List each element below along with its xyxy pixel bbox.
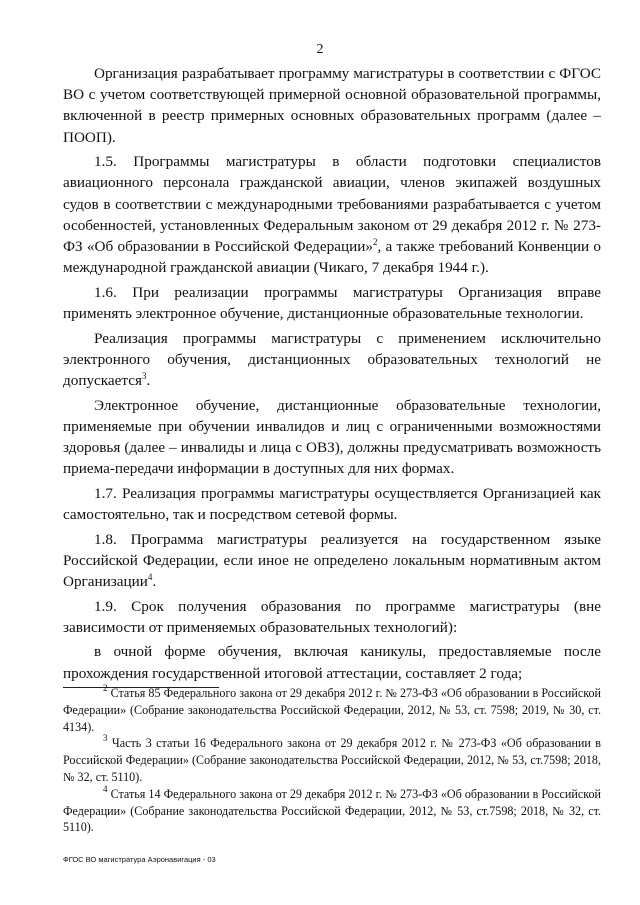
footnote-ref[interactable]: 4 <box>147 572 153 583</box>
paragraph-text-continued: . <box>146 372 151 390</box>
paragraph-disabilities <box>63 395 601 480</box>
paragraph-text: 1.7. Реализация программы магистратуры осуществляется Организацией как самостоятельно, так и посредством сетевой формы. <box>63 484 601 524</box>
paragraph-distance-only <box>63 328 601 392</box>
paragraph-text: 1.8. Программа магистратуры реализуется на государственном языке Российской Федерации, если иное не определено локальным нормативным актом Организации <box>63 530 601 591</box>
footnote-ref[interactable]: 3 <box>141 371 147 382</box>
paragraph-1-5 <box>63 151 601 278</box>
paragraph-text: Организация разрабатывает программу магистратуры в соответствии с ФГОС ВО с учетом соответствующей примерной основной образовательной программы, включенной в реестр примерных основных образовательных программ (далее – ПООП). <box>63 65 601 146</box>
footnote-ref[interactable]: 2 <box>372 237 378 248</box>
paragraph-text: 1.9. Срок получения образования по программе магистратуры (вне зависимости от применяемых образовательных технологий): <box>63 597 601 636</box>
paragraph-full-time <box>63 641 601 683</box>
paragraph-text: 1.6. При реализации программы магистратуры Организация вправе применять электронное обучение, дистанционные образовательные технологии. <box>63 283 601 323</box>
footnote-number: 4 <box>103 783 108 794</box>
paragraph-text: 1.5. Программы магистратуры в области подготовки специалистов авиационного персонала гражданской авиации, членов экипажей воздушных судов в соответствии с международными требованиями разрабатывается с учетом особенностей, установленных Федеральным законом от 29 декабря 2012 г. № 273-ФЗ «Об образовании в Российской Федерации» <box>63 153 601 256</box>
paragraph-intro <box>63 63 601 148</box>
paragraph-1-7 <box>63 483 601 525</box>
paragraph-1-9 <box>63 596 601 638</box>
footnote-number: 2 <box>103 683 108 693</box>
footnote-4 <box>63 783 601 836</box>
body-text <box>63 63 601 687</box>
paragraph-text: Электронное обучение, дистанционные образовательные технологии, применяемые при обучении инвалидов и лиц с ограниченными возможностями здоровья (далее – инвалиды и лица с ОВЗ), должны предусматривать возможность приема-передачи информации в доступных для них формах. <box>63 396 601 478</box>
footer-label: ФГОС ВО магистратура Аэронавигация - 03 <box>63 855 216 864</box>
footnotes <box>63 685 601 836</box>
footnote-2 <box>63 685 601 735</box>
paragraph-text: Реализация программы магистратуры с применением исключительно электронного обучения, дистанционных образовательных технологий не допускается <box>63 329 601 390</box>
paragraph-1-8 <box>63 529 601 593</box>
page-number: 2 <box>316 42 324 57</box>
paragraph-text-continued: , а также требований Конвенции о международной гражданской авиации (Чикаго, 7 декабря 1944 г.). <box>63 238 601 277</box>
footnote-text: Часть 3 статьи 16 Федерального закона от 29 декабря 2012 г. № 273-ФЗ «Об образовании в Российской Федерации» (Собрание законодательства Российской Федерации, 2012, № 53, ст.7598; 2018, № 32, ст. 5110). <box>63 736 601 784</box>
paragraph-text: в очной форме обучения, включая каникулы, предоставляемые после прохождения государственной итоговой аттестации, составляет 2 года; <box>63 643 601 682</box>
paragraph-1-6 <box>63 282 601 324</box>
footnote-text: Статья 85 Федерального закона от 29 декабря 2012 г. № 273-ФЗ «Об образовании в Российской Федерации» (Собрание законодательства Российской Федерации, 2012, № 53, ст. 7598; 2019, № 30, ст. 4134). <box>63 686 601 734</box>
footnote-number: 3 <box>103 733 108 744</box>
footnote-3 <box>63 735 601 785</box>
footnote-text: Статья 14 Федерального закона от 29 декабря 2012 г. № 273-ФЗ «Об образовании в Российской Федерации» (Собрание законодательства Российской Федерации, 2012, № 53, ст.7598; 2018, № 32, ст. 5110). <box>63 786 601 835</box>
paragraph-text-continued: . <box>152 573 157 591</box>
